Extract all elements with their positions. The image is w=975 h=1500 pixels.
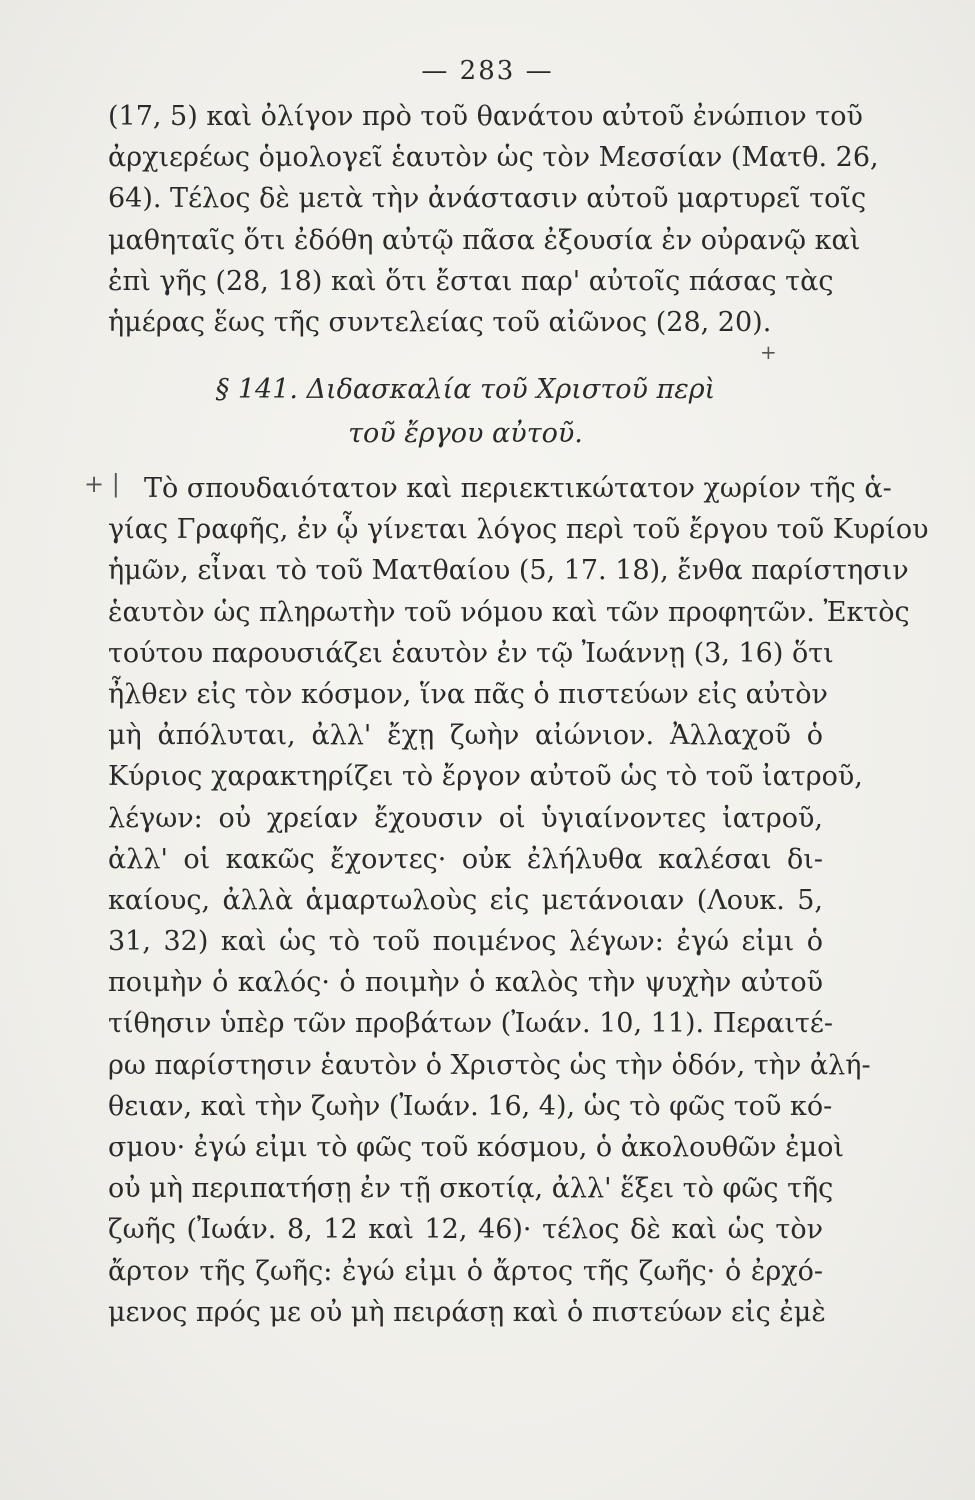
text-line: 64). Τέλος δὲ μετὰ τὴν ἀνάστασιν αὐτοῦ μαρτυρεῖ τοῖς <box>108 183 867 215</box>
page-number: — 283 — <box>421 56 554 86</box>
text-line: θειαν, καὶ τὴν ζωὴν (Ἰωάν. 16, 4), ὡς τὸ φῶς τοῦ κό- <box>108 1090 833 1122</box>
text-line: ἐπὶ γῆς (28, 18) καὶ ὅτι ἔσται παρ' αὐτοῖς πάσας τὰς <box>108 265 834 297</box>
text-line: ἀρχιερέως ὁμολογεῖ ἑαυτὸν ὡς τὸν Μεσσίαν (Ματθ. 26, <box>108 142 879 174</box>
heading-line: § 141. Διδασκαλία τοῦ Χριστοῦ περὶ <box>215 374 716 405</box>
heading-line: τοῦ ἔργου αὐτοῦ. <box>348 418 583 449</box>
text-line: ζωῆς (Ἰωάν. 8, 12 καὶ 12, 46)· τέλος δὲ καὶ ὡς τὸν <box>108 1214 823 1246</box>
text-line: γίας Γραφῆς, ἐν ᾧ γίνεται λόγος περὶ τοῦ ἔργου τοῦ Κυρίου <box>108 514 929 546</box>
text-line: ποιμὴν ὁ καλός· ὁ ποιμὴν ὁ καλὸς τὴν ψυχὴν αὐτοῦ <box>108 967 823 999</box>
text-line: καίους, ἀλλὰ ἁμαρτωλοὺς εἰς μετάνοιαν (Λουκ. 5, <box>108 884 823 916</box>
text-line: Τὸ σπουδαιότατον καὶ περιεκτικώτατον χωρίον τῆς ἁ- <box>144 473 892 504</box>
paragraph-2 <box>108 468 929 1333</box>
text-line: μὴ ἀπόλυται, ἀλλ' ἔχῃ ζωὴν αἰώνιον. Ἀλλαχοῦ ὁ <box>108 720 823 752</box>
section-heading <box>108 368 823 456</box>
text-line: ἡμῶν, εἶναι τὸ τοῦ Ματθαίου (5, 17. 18), ἔνθα παρίστησιν <box>108 555 909 587</box>
text-line: μαθηταῖς ὅτι ἐδόθη αὐτῷ πᾶσα ἐξουσία ἐν οὐρανῷ καὶ <box>108 224 861 256</box>
text-line: μενος πρός με οὐ μὴ πειράσῃ καὶ ὁ πιστεύων εἰς ἐμὲ <box>108 1296 826 1328</box>
text-line: 31, 32) καὶ ὡς τὸ τοῦ ποιμένος λέγων: ἐγώ εἰμι ὁ <box>108 926 823 958</box>
paragraph-1 <box>108 96 879 343</box>
handwritten-mark: + <box>760 340 777 364</box>
text-line: ἦλθεν εἰς τὸν κόσμον, ἵνα πᾶς ὁ πιστεύων εἰς αὐτὸν <box>108 678 828 710</box>
text-line: ἄρτον τῆς ζωῆς: ἐγώ εἰμι ὁ ἄρτος τῆς ζωῆς· ὁ ἐρχό- <box>108 1255 823 1287</box>
text-line: σμου· ἐγώ εἰμι τὸ φῶς τοῦ κόσμου, ὁ ἀκολουθῶν ἐμοὶ <box>108 1132 844 1163</box>
text-line: τούτου παρουσιάζει ἑαυτὸν ἐν τῷ Ἰωάννῃ (3, 16) ὅτι <box>108 637 834 669</box>
text-line: Κύριος χαρακτηρίζει τὸ ἔργον αὐτοῦ ὡς τὸ τοῦ ἰατροῦ, <box>108 761 863 793</box>
margin-mark: + | <box>84 470 120 498</box>
text-line: τίθησιν ὑπὲρ τῶν προβάτων (Ἰωάν. 10, 11). Περαιτέ- <box>108 1008 833 1040</box>
text-line: οὐ μὴ περιπατήσῃ ἐν τῇ σκοτίᾳ, ἀλλ' ἕξει τὸ φῶς τῆς <box>108 1173 834 1205</box>
text-line: (17, 5) καὶ ὀλίγον πρὸ τοῦ θανάτου αὐτοῦ ἐνώπιον τοῦ <box>108 101 863 132</box>
text-line: ρω παρίστησιν ἑαυτὸν ὁ Χριστὸς ὡς τὴν ὁδόν, τὴν ἀλή- <box>108 1049 871 1081</box>
text-line: ἀλλ' οἱ κακῶς ἔχοντες· οὐκ ἐλήλυθα καλέσαι δι- <box>108 843 823 875</box>
text-line: ἑαυτὸν ὡς πληρωτὴν τοῦ νόμου καὶ τῶν προφητῶν. Ἐκτὸς <box>108 596 910 628</box>
text-line: λέγων: οὐ χρείαν ἔχουσιν οἱ ὑγιαίνοντες ἰατροῦ, <box>108 802 823 834</box>
text-line: ἡμέρας ἕως τῆς συντελείας τοῦ αἰῶνος (28, 20). <box>108 306 772 338</box>
